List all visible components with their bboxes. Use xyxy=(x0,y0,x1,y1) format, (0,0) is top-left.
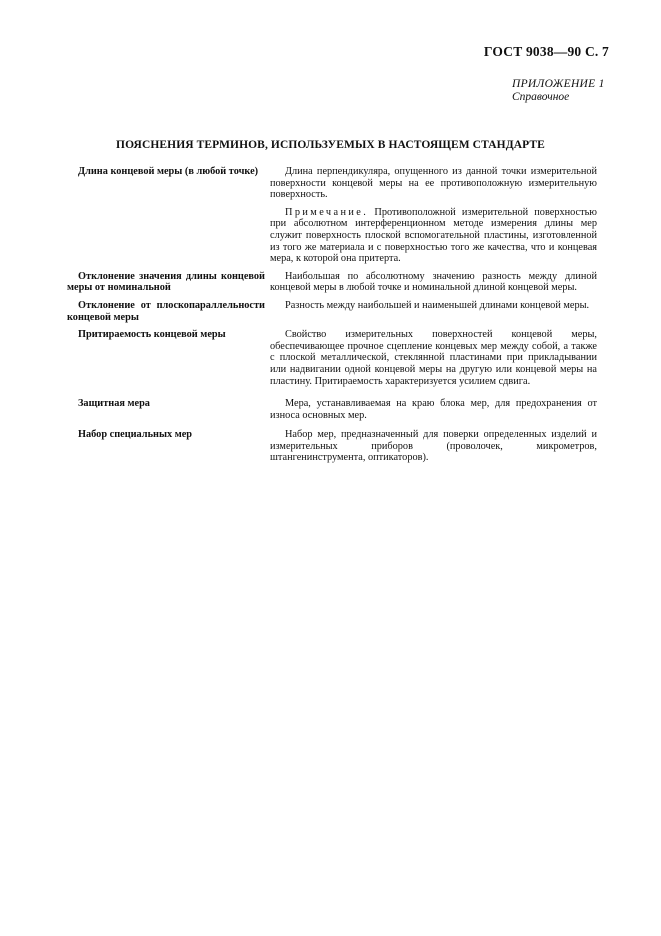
term-row xyxy=(67,398,597,421)
term-note xyxy=(270,207,597,265)
term-name: Защитная мера xyxy=(78,398,150,410)
term-row xyxy=(67,271,597,294)
definition-text: Наибольшая по абсолютному значению разность между длиной концевой меры в любой точке и номинальной длиной концевой меры. xyxy=(270,270,597,294)
appendix-subtitle: Справочное xyxy=(512,91,570,103)
definition-text: Разность между наибольшей и наименьшей длинами концевой меры. xyxy=(285,299,590,311)
appendix-label xyxy=(512,78,605,104)
note-label: Примечание. xyxy=(285,206,369,218)
definition-text: Набор мер, предназначенный для поверки определенных изделий и измерительных приборов (проволочек, микрометров, штангенинструмента, оптикаторов). xyxy=(270,429,597,464)
term-row xyxy=(67,166,597,265)
term-row xyxy=(67,429,597,464)
term-name: Длина концевой меры (в любой точке) xyxy=(78,166,259,177)
term-definition xyxy=(270,166,597,265)
term-definition xyxy=(270,300,597,312)
definition-text: Длина перпендикуляра, опущенного из данной точки измерительной поверхности концевой меры на ее противоположную измерительную поверхность. xyxy=(270,166,597,201)
page-header: ГОСТ 9038—90 С. 7 xyxy=(483,44,609,59)
appendix-title: ПРИЛОЖЕНИЕ 1 xyxy=(512,78,605,90)
term-definition xyxy=(270,329,597,387)
term-row xyxy=(67,300,597,323)
term-definition xyxy=(270,398,597,421)
note-text: Противоположной измерительной поверхностью при абсолютном интерференционном методе измерения длины мер служит поверхность плоской вспомогательной пластины, изготовленной из того же материала и с поверхностью того же качества, что и концевая мера, к которой она притерта. xyxy=(270,206,597,265)
term-name: Отклонение от плоскопараллельности концевой меры xyxy=(67,299,265,323)
term-definition xyxy=(270,271,597,294)
definition-text: Свойство измерительных поверхностей концевой меры, обеспечивающее прочное сцепление концевых мер между собой, а также с плоской металлической, стеклянной пластинами при прикладывании или надвигании одной концевой меры на другую или концевой меры на пластину. Притираемость характеризуется усилием сдвига. xyxy=(270,329,597,387)
document-title: ПОЯСНЕНИЯ ТЕРМИНОВ, ИСПОЛЬЗУЕМЫХ В НАСТОЯЩЕМ СТАНДАРТЕ xyxy=(116,139,545,151)
term-row xyxy=(67,329,597,387)
terms-list xyxy=(67,166,597,464)
term-definition xyxy=(270,429,597,464)
term-name: Притираемость концевой меры xyxy=(78,329,226,341)
term-name: Набор специальных мер xyxy=(78,429,193,441)
term-name: Отклонение значения длины концевой меры от номинальной xyxy=(67,270,265,294)
definition-text: Мера, устанавливаемая на краю блока мер, для предохранения от износа основных мер. xyxy=(270,398,597,421)
